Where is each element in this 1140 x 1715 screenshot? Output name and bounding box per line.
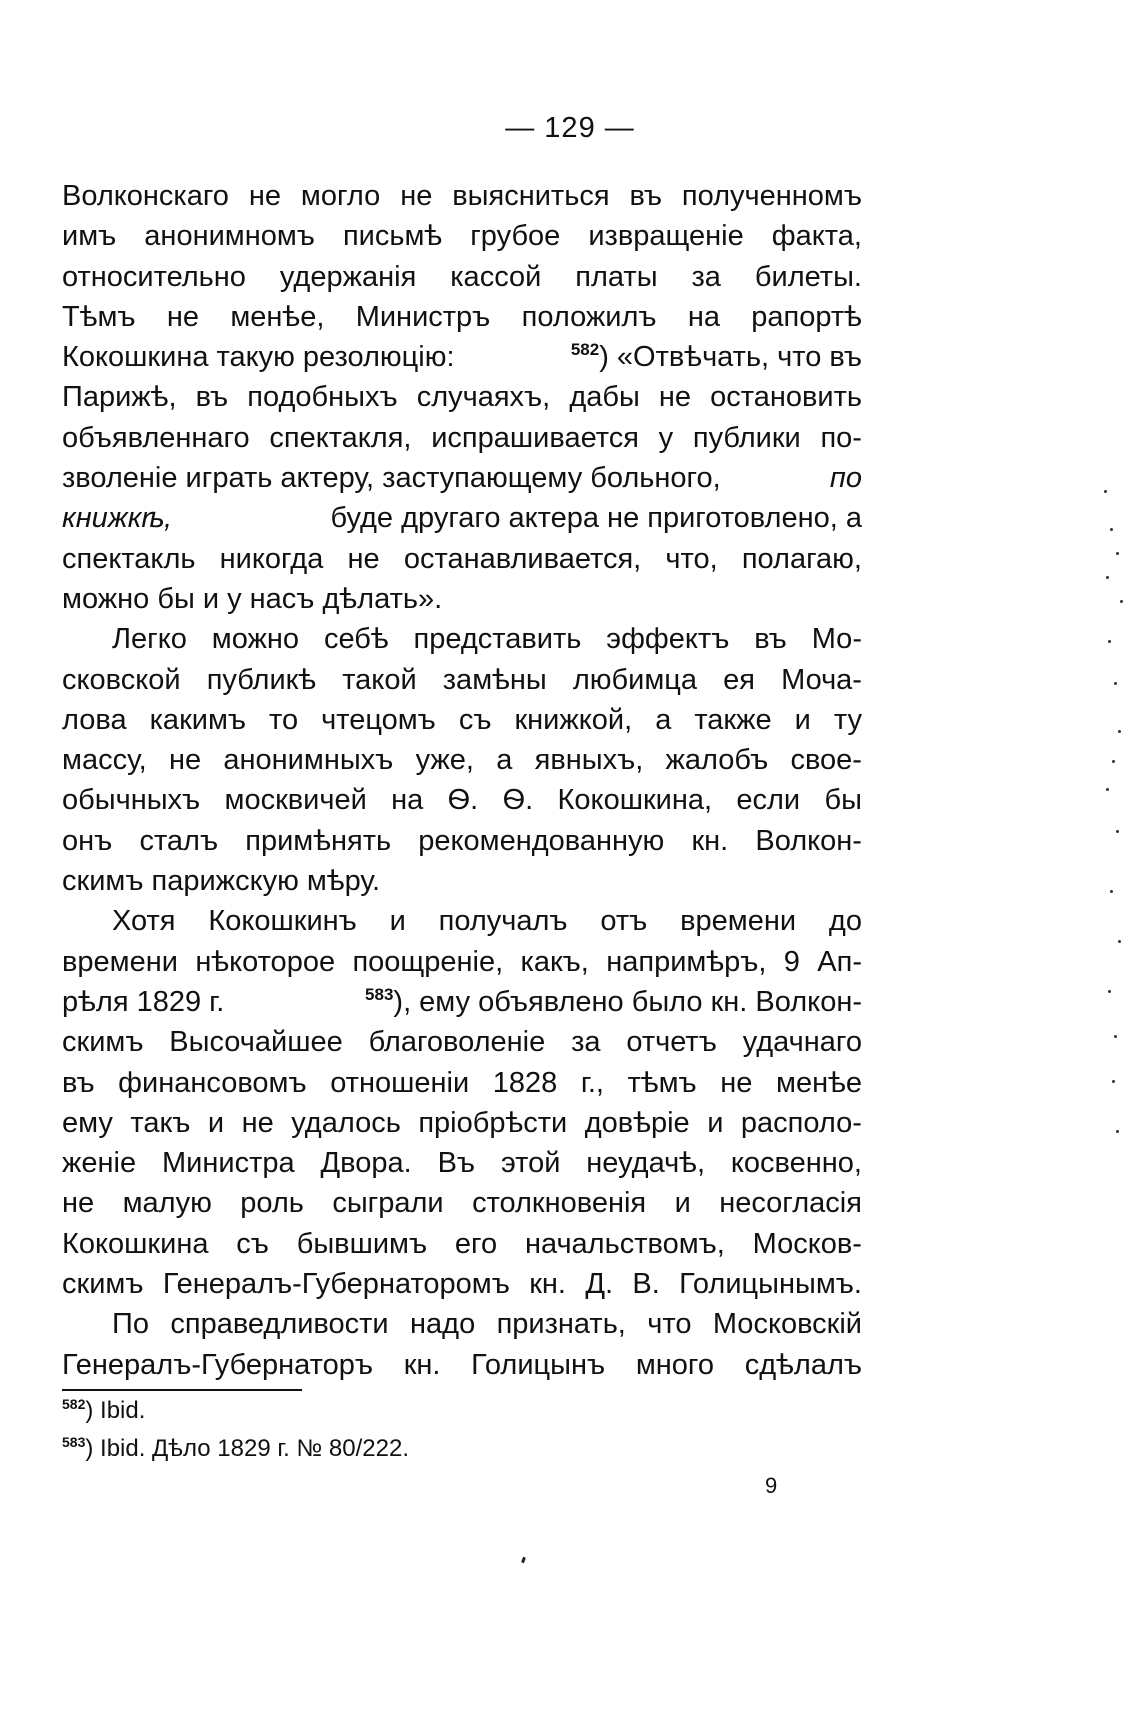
word: не	[166, 300, 200, 333]
word: Ап-	[817, 945, 862, 978]
word: менѣе,	[230, 300, 325, 333]
word: г.,	[580, 1066, 604, 1099]
word: въ	[754, 623, 787, 656]
text-segment: рѣля 1829 г.	[62, 985, 225, 1018]
text-line	[62, 744, 862, 784]
footnote-text: ) Ibid.	[85, 1397, 146, 1424]
word: сдѣлалъ	[744, 1348, 862, 1381]
word: выясниться	[452, 180, 610, 212]
word: такой	[342, 663, 417, 696]
footnote-divider	[62, 1389, 302, 1391]
word: довѣріе	[584, 1106, 690, 1139]
word: Голицынъ	[471, 1348, 606, 1381]
text-segment: ) «Отвѣчать, что въ	[599, 341, 862, 374]
word: платы	[575, 260, 658, 293]
text-segment: скимъ парижскую мѣру.	[62, 865, 381, 898]
word: надо	[410, 1308, 476, 1341]
word: женіе	[62, 1147, 137, 1180]
text-line	[62, 381, 862, 421]
text-line	[62, 1228, 862, 1268]
word: и	[389, 905, 406, 938]
word: анонимныхъ	[223, 744, 394, 777]
word: 9	[783, 945, 800, 978]
word: билеты.	[754, 260, 862, 293]
word: а	[655, 703, 672, 736]
word: въ	[195, 381, 229, 414]
text-line	[62, 1308, 862, 1348]
word: удачнаго	[742, 1026, 862, 1059]
word: получалъ	[438, 905, 568, 938]
word: не	[62, 1187, 95, 1220]
word: времени	[680, 905, 797, 938]
word: и	[674, 1187, 691, 1220]
word: отношеніи	[330, 1066, 470, 1099]
word: полученномъ	[681, 180, 862, 212]
word: не	[347, 542, 380, 575]
text-line	[62, 1187, 862, 1227]
word: В.	[632, 1268, 660, 1301]
word: положилъ	[521, 300, 657, 333]
word: тѣмъ	[627, 1066, 697, 1099]
word: массу,	[62, 744, 147, 777]
word: эффектъ	[606, 623, 730, 656]
word: косвенно,	[730, 1147, 862, 1180]
word: сковской	[62, 663, 181, 696]
word: то	[269, 703, 299, 736]
word: замѣны	[442, 663, 547, 696]
word: онъ	[62, 824, 113, 857]
word: книжкой,	[514, 703, 633, 736]
word: менѣе	[776, 1066, 862, 1099]
word: относительно	[62, 260, 246, 293]
word: поощреніе,	[352, 945, 504, 978]
word: на	[391, 784, 424, 817]
word: Ѳ.	[447, 784, 479, 817]
word: благоволеніе	[368, 1026, 546, 1059]
main-text	[62, 180, 862, 1389]
text-line	[62, 261, 862, 301]
word: скимъ	[62, 1268, 144, 1301]
word: не	[658, 381, 692, 414]
word: справедливости	[170, 1308, 389, 1341]
word: кн.	[529, 1268, 566, 1301]
word: до	[828, 905, 862, 938]
word: сыграли	[332, 1187, 444, 1220]
word: могло	[300, 180, 381, 212]
word: Генералъ-Губернаторомъ	[162, 1268, 510, 1301]
word: извращеніе	[588, 220, 744, 253]
word: этой	[500, 1147, 561, 1180]
word: обычныхъ	[62, 784, 201, 817]
text-segment: можно бы и у насъ дѣлать».	[62, 582, 443, 615]
word: за	[571, 1026, 601, 1059]
text-line	[62, 664, 862, 704]
word: случаяхъ,	[416, 381, 551, 414]
word: Министръ	[355, 300, 491, 333]
text-line	[62, 543, 862, 583]
word: что,	[665, 542, 718, 575]
word: Д.	[585, 1268, 614, 1301]
word: подобныхъ	[247, 381, 398, 414]
word: бывшимъ	[296, 1227, 428, 1260]
word: никогда	[219, 542, 324, 575]
text-line	[62, 220, 862, 260]
word: ту	[833, 703, 862, 736]
word: съ	[236, 1227, 269, 1260]
word: публикѣ	[206, 663, 317, 696]
word: кассой	[450, 260, 542, 293]
text-line	[62, 905, 862, 945]
text-line	[62, 1268, 862, 1308]
word: сталъ	[139, 824, 219, 857]
word: Хотя	[112, 905, 176, 938]
text-line	[62, 180, 862, 220]
text-line	[62, 341, 862, 381]
word: явныхъ,	[534, 744, 644, 777]
word: если	[736, 784, 801, 817]
word: не	[248, 180, 281, 212]
word: удалось	[291, 1106, 401, 1139]
word: нѣкоторое	[195, 945, 336, 978]
word: Въ	[437, 1147, 476, 1180]
word: и	[207, 1106, 225, 1139]
word: за	[691, 260, 721, 293]
word: бы	[824, 784, 862, 817]
word: ему	[62, 1106, 113, 1139]
word: отчетъ	[626, 1026, 717, 1059]
word: не	[720, 1066, 753, 1099]
word: финансовомъ	[118, 1066, 307, 1099]
word: Голицынымъ.	[679, 1268, 862, 1301]
word: скимъ	[62, 1026, 144, 1059]
text-line	[62, 1107, 862, 1147]
scan-speck	[521, 1557, 526, 1564]
text-line	[62, 986, 862, 1026]
word: Двора.	[320, 1147, 412, 1180]
text-line	[62, 422, 862, 462]
word: себѣ	[323, 623, 389, 656]
word: въ	[62, 1066, 95, 1099]
word: спектакль	[62, 542, 196, 575]
word: письмѣ	[342, 220, 443, 253]
word: кн.	[691, 824, 729, 857]
text-line	[62, 1147, 862, 1187]
text-segment: ), ему объявлено было кн. Волкон-	[393, 985, 862, 1018]
text-line	[62, 865, 862, 905]
footnote-582	[62, 1397, 762, 1435]
word: испрашивается	[431, 421, 639, 454]
word: Волконскаго	[62, 180, 229, 212]
footnote-583	[62, 1435, 762, 1473]
word: какимъ	[149, 703, 247, 736]
word: времени	[62, 945, 178, 978]
word: свое-	[790, 744, 862, 777]
word: въ	[629, 180, 663, 212]
footnotes	[62, 1397, 762, 1473]
word: какъ,	[520, 945, 589, 978]
word: напримѣръ,	[606, 945, 767, 978]
word: Министра	[162, 1147, 295, 1180]
word: на	[687, 300, 720, 333]
footnote-ref-582: 582	[570, 340, 600, 360]
word: Моча-	[781, 663, 862, 696]
footnote-mark: 582	[62, 1396, 86, 1412]
word: дабы	[569, 381, 640, 414]
footnote-ref	[571, 341, 862, 374]
word: рекомендованную	[418, 824, 665, 857]
page-number: — 129 —	[505, 112, 635, 144]
word: и	[794, 703, 811, 736]
word: полагаю,	[741, 542, 862, 575]
word: Кокошкинъ	[208, 905, 357, 938]
word: Москов-	[752, 1227, 862, 1260]
word: а	[496, 744, 513, 777]
text-segment: Кокошкина такую резолюцію:	[62, 341, 455, 374]
word: публики	[692, 421, 801, 454]
italic-word: книжкѣ,	[62, 502, 173, 535]
word: останавливается,	[403, 542, 642, 575]
word: примѣнять	[245, 824, 392, 857]
word: Высочайшее	[169, 1026, 343, 1059]
word: жалобъ	[665, 744, 769, 777]
word: спектакля,	[269, 421, 412, 454]
word: столкновенія	[472, 1187, 647, 1220]
word: пріобрѣсти	[418, 1106, 568, 1139]
word: Мо-	[811, 623, 862, 656]
footnote-text: ) Ibid. Дѣло 1829 г. № 80/222.	[85, 1435, 410, 1462]
word: не	[241, 1106, 274, 1139]
word: что	[647, 1308, 692, 1341]
word: начальствомъ,	[524, 1227, 725, 1260]
word: По	[112, 1308, 149, 1341]
italic-word: по	[829, 462, 862, 495]
text-line	[62, 1067, 862, 1107]
footnote-ref	[365, 986, 862, 1019]
word: Легко	[112, 623, 187, 656]
word: уже,	[415, 744, 474, 777]
text-line	[62, 1349, 862, 1389]
text-line	[62, 784, 862, 824]
text-segment: зволеніе играть актеру, заступающему больного,	[62, 462, 721, 495]
word: у	[658, 421, 674, 454]
text-line	[62, 946, 862, 986]
word: ея	[723, 663, 755, 696]
signature-mark: 9	[765, 1473, 778, 1498]
word: его	[454, 1227, 498, 1260]
text-line	[62, 704, 862, 744]
word: также	[694, 703, 772, 736]
word: кн.	[403, 1348, 441, 1381]
word: и	[707, 1106, 724, 1139]
text-segment: буде другаго актера не приготовлено, а	[330, 502, 862, 535]
word: не	[168, 744, 202, 777]
text-line	[62, 1026, 862, 1066]
word: 1828	[492, 1066, 558, 1099]
word: анонимномъ	[144, 220, 315, 253]
text-line	[62, 825, 862, 865]
word: съ	[458, 703, 492, 736]
word: такъ	[130, 1106, 191, 1139]
text-line	[62, 583, 862, 623]
word: грубое	[470, 220, 561, 253]
word: представить	[413, 623, 582, 656]
word: можно	[211, 623, 300, 656]
word: не	[400, 180, 433, 212]
text-line	[62, 502, 862, 542]
word: чтецомъ	[321, 703, 436, 736]
margin-scan-noise	[1098, 490, 1138, 1150]
word: отъ	[600, 905, 648, 938]
word: любимца	[572, 663, 698, 696]
word: Генералъ-Губернаторъ	[62, 1348, 373, 1381]
word: Волкон-	[755, 824, 862, 857]
word: рапортѣ	[751, 300, 862, 333]
word: остановить	[710, 381, 862, 414]
footnote-ref-583: 583	[365, 984, 394, 1004]
word: Ѳ.	[502, 784, 534, 817]
word: имъ	[62, 220, 117, 253]
word: лова	[62, 703, 127, 736]
word: малую	[122, 1187, 212, 1220]
word: объявленнаго	[62, 421, 250, 454]
word: по-	[820, 421, 862, 454]
text-line	[62, 623, 862, 663]
word: располо-	[740, 1106, 862, 1139]
word: несогласія	[719, 1187, 862, 1220]
word: роль	[240, 1187, 304, 1220]
word: москвичей	[224, 784, 367, 817]
word: удержанія	[279, 260, 417, 293]
word: Кокошкина	[62, 1227, 209, 1260]
text-line	[62, 462, 862, 502]
word: Кокошкина,	[557, 784, 713, 817]
footnote-mark: 583	[62, 1434, 86, 1450]
word: Московскій	[712, 1308, 862, 1341]
word: Парижѣ,	[62, 381, 177, 414]
word: факта,	[771, 220, 862, 253]
word: неудачѣ,	[586, 1147, 706, 1180]
text-line	[62, 301, 862, 341]
word: Тѣмъ	[62, 300, 136, 333]
word: признать,	[496, 1308, 626, 1341]
word: много	[635, 1348, 714, 1381]
